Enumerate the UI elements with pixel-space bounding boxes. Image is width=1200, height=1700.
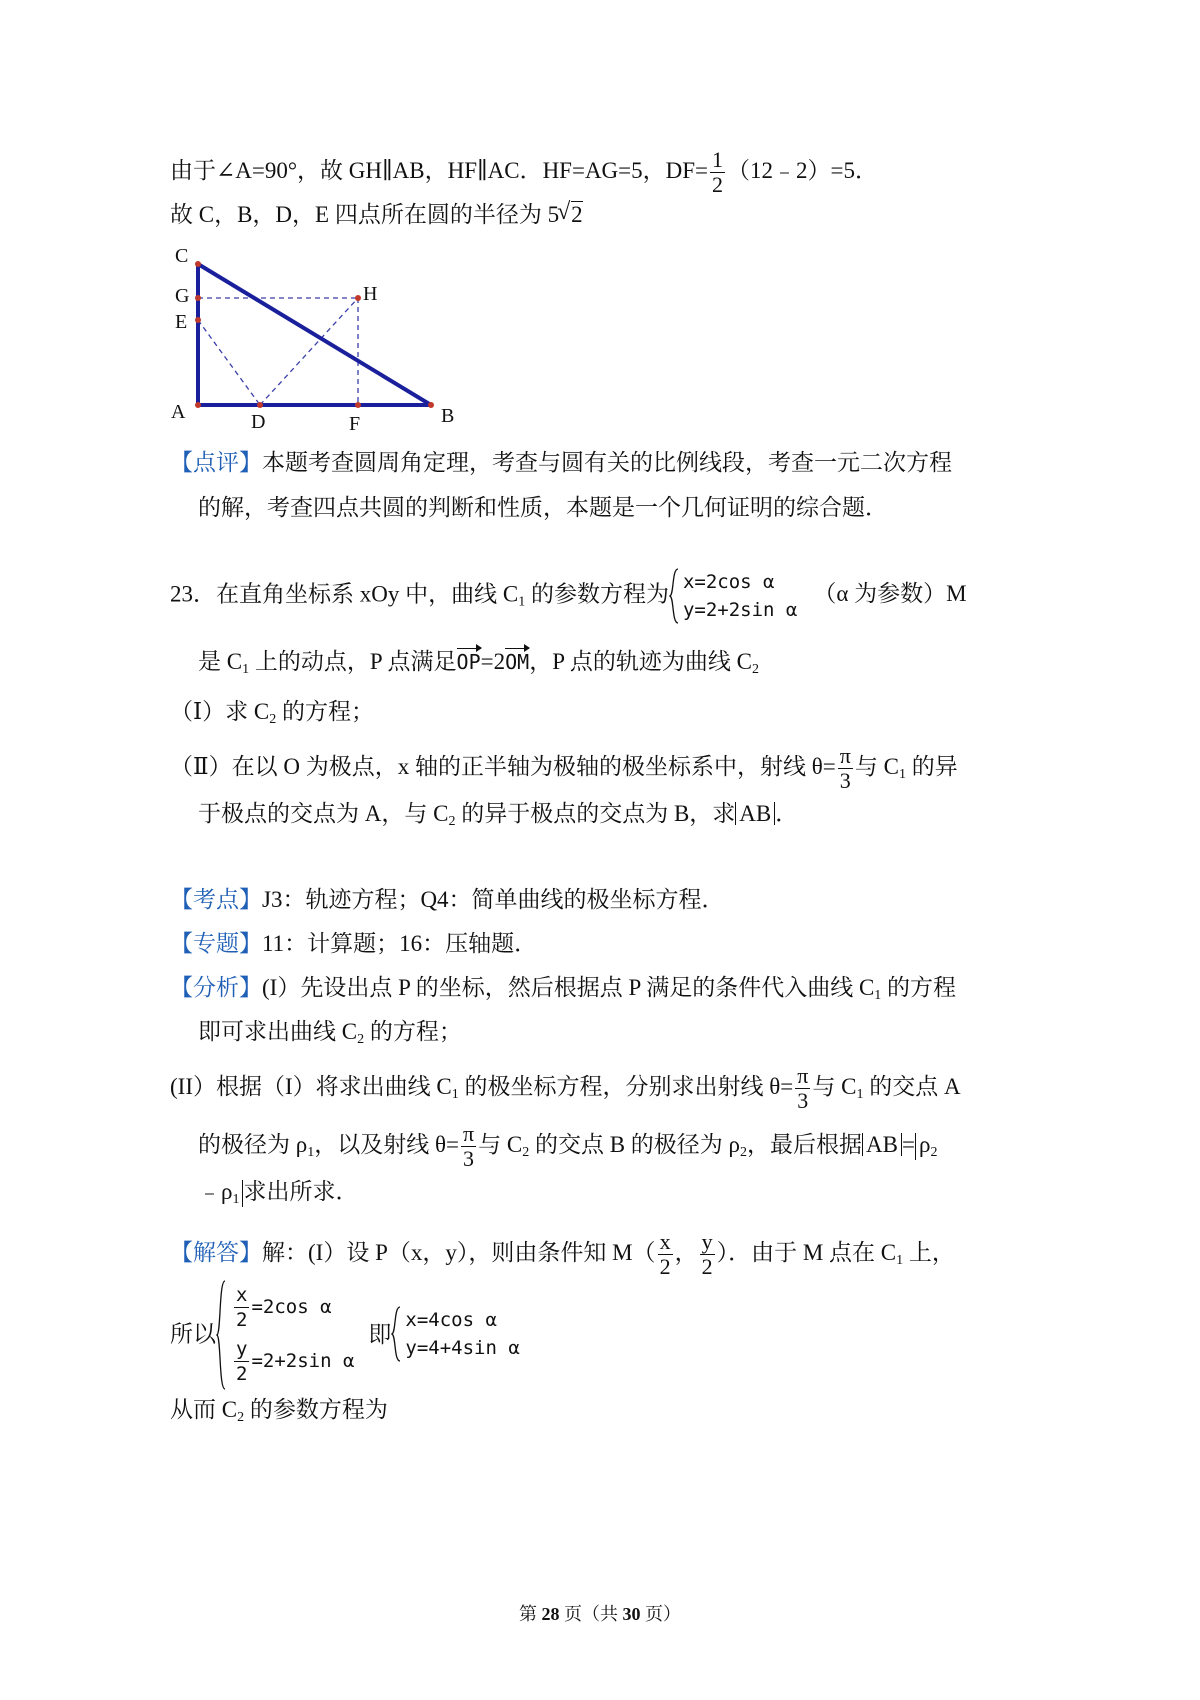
q23-part-2-line-1: （Ⅱ）在以 O 为极点，x 轴的正半轴为极轴的极坐标系中，射线 θ= $\frac{\pi}{3}$ 与 $C_1$ 的异 (170, 743, 958, 793)
fenxi-line-3: (II）根据（I）将求出曲线 $C_1$ 的极坐标方程，分别求出射线 θ= $\frac{\pi}{3}$ 与 $C_1$ 的交点 A (170, 1063, 961, 1113)
q23-line-1: 23．在直角坐标系 xOy 中，曲线 $C_1$ 的参数方程为 x=2cos α y=2+2sin α （α 为参数）M (170, 568, 967, 624)
brace-icon (391, 1306, 401, 1362)
vector-om: OM (505, 650, 530, 674)
fenxi-line-1: 【分析】(I）先设出点 P 的坐标，然后根据点 P 满足的条件代入曲线 $C_1$ 的方程 (170, 975, 957, 1003)
fenxi-line-5: $﹣\rho_1$ 求出所求． (198, 1179, 359, 1207)
q23-part-1: （Ⅰ）求 $C_2$ 的方程； (170, 699, 374, 727)
dianping-line-2: 的解，考查四点共圆的判断和性质，本题是一个几何证明的综合题． (198, 495, 888, 520)
zhuanti-line: 【专题】11：计算题；16：压轴题． (170, 931, 538, 956)
label-b: B (441, 405, 455, 427)
tag-jieda: 【解答】 (170, 1239, 262, 1265)
tag-dianping: 【点评】 (170, 450, 262, 475)
fenxi-line-4: 的极径为 $\rho_1$，以及射线 θ= $\frac{\pi}{3}$ 与 $C_2$ 的交点 B 的极径为 $\rho_2$，最后根据 AB = $\rho_2$ (198, 1121, 938, 1171)
brace-icon (216, 1280, 226, 1390)
page-footer: 第 28 页（共 30 页） (519, 1604, 681, 1624)
vector-op: OP (456, 650, 481, 674)
page-total: 30 (622, 1604, 641, 1624)
label-d: D (251, 411, 266, 433)
q23-part-2-line-2: 于极点的交点为 A，与 $C_2$ 的异于极点的交点为 B，求 AB ． (198, 801, 799, 829)
label-f: F (349, 413, 361, 435)
jieda-line-1: 【解答】解：(I）设 P（x，y），则由条件知 M（ $\frac{x}{2}$ ， $\frac{y}{2}$ ）．由于 M 点在 $C_1$ 上， (170, 1229, 955, 1279)
text-line-1: 由于∠A=90°，故 GH∥AB，HF∥AC．HF=AG=5，DF= $\frac{1}{2}$ （12﹣2）=5． (170, 147, 878, 197)
figure-lines (198, 264, 431, 405)
label-a: A (171, 401, 186, 423)
label-h: H (363, 283, 378, 305)
tag-kaodian: 【考点】 (170, 887, 262, 912)
fraction-half: $\frac{1}{2}$ (712, 147, 724, 197)
sqrt-two: √ 2 (559, 203, 583, 226)
dianping-line-1: 【点评】本题考查圆周角定理，考查与圆有关的比例线段，考查一元二次方程 (170, 450, 952, 475)
text-line-2: 故 C，B，D，E 四点所在圆的半径为 5√ 2 (170, 203, 583, 226)
brace-icon (669, 568, 679, 624)
page-number: 28 (541, 1604, 560, 1624)
q23-line-2: 是 $C_1$ 上的动点，P 点满足OP=2OM，P 点的轨迹为曲线 $C_2$ (198, 649, 759, 677)
label-g: G (175, 285, 190, 307)
tag-fenxi: 【分析】 (170, 975, 262, 1000)
geometry-figure (165, 240, 465, 440)
kaodian-line: 【考点】J3：轨迹方程；Q4：简单曲线的极坐标方程． (170, 887, 725, 912)
label-c: C (175, 245, 189, 267)
jieda-line-3: 从而 $C_2$ 的参数方程为 (170, 1397, 388, 1425)
label-e: E (175, 311, 188, 333)
system-c2-param: x=4cos α y=4+4sin α (391, 1306, 519, 1362)
param-system-c1: x=2cos α y=2+2sin α (669, 568, 797, 624)
fenxi-line-2: 即可求出曲线 $C_2$ 的方程； (198, 1019, 462, 1047)
tag-zhuanti: 【专题】 (170, 931, 262, 956)
system-half-coords: $\frac{x}{2}$ =2cos α $\frac{y}{2}$ =2+2sin α (216, 1280, 354, 1388)
jieda-system-line: 所以 $\frac{x}{2}$ =2cos α $\frac{y}{2}$ =2+2sin α 即 x=4cos α y=4+4sin α (170, 1280, 520, 1388)
